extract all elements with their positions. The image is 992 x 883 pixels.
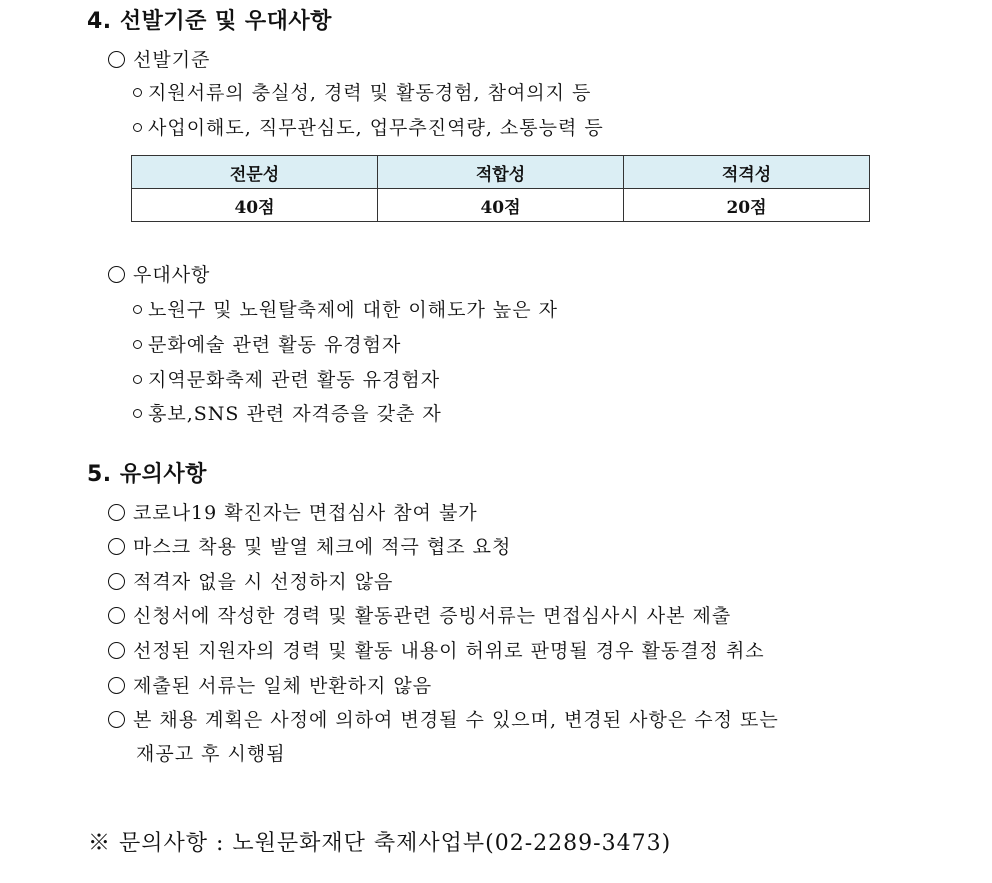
caution-item: 마스크 착용 및 발열 체크에 적극 협조 요청 <box>108 534 511 560</box>
caution-item-continuation: 재공고 후 시행됨 <box>136 743 286 765</box>
small-circle-bullet-icon <box>133 305 142 314</box>
circle-bullet-icon <box>108 677 125 694</box>
circle-bullet-icon <box>108 51 125 68</box>
caution-item: 제출된 서류는 일체 반환하지 않음 <box>108 673 432 699</box>
score-value-expertise: 40점 <box>132 189 378 222</box>
score-value-eligibility: 20점 <box>624 189 870 222</box>
section-4-heading: 4. 선발기준 및 우대사항 <box>87 9 332 34</box>
preference-title-text: 우대사항 <box>133 264 211 286</box>
score-table-value-row <box>132 189 870 222</box>
preference-item: 홍보,SNS 관련 자격증을 갖춘 자 <box>133 401 442 427</box>
criteria-item: 지원서류의 충실성, 경력 및 활동경험, 참여의지 등 <box>133 80 591 106</box>
score-value-suitability: 40점 <box>378 189 624 222</box>
small-circle-bullet-icon <box>133 409 142 418</box>
caution-item: 본 채용 계획은 사정에 의하여 변경될 수 있으며, 변경된 사항은 수정 또는 <box>108 707 779 733</box>
score-header-eligibility: 적격성 <box>624 156 870 189</box>
circle-bullet-icon <box>108 504 125 521</box>
criteria-item: 사업이해도, 직무관심도, 업무추진역량, 소통능력 등 <box>133 115 604 141</box>
criteria-title <box>108 47 210 73</box>
score-table <box>131 155 870 222</box>
small-circle-bullet-icon <box>133 123 142 132</box>
preference-item: 지역문화축제 관련 활동 유경험자 <box>133 367 440 393</box>
circle-bullet-icon <box>108 538 125 555</box>
small-circle-bullet-icon <box>133 375 142 384</box>
preference-item: 노원구 및 노원탈축제에 대한 이해도가 높은 자 <box>133 297 558 323</box>
small-circle-bullet-icon <box>133 340 142 349</box>
contact-notice: ※ 문의사항 : 노원문화재단 축제사업부(02-2289-3473) <box>88 831 672 856</box>
preference-item: 문화예술 관련 활동 유경험자 <box>133 332 401 358</box>
score-header-suitability: 적합성 <box>378 156 624 189</box>
circle-bullet-icon <box>108 711 125 728</box>
caution-item: 코로나19 확진자는 면접심사 참여 불가 <box>108 500 478 526</box>
circle-bullet-icon <box>108 573 125 590</box>
caution-item: 신청서에 작성한 경력 및 활동관련 증빙서류는 면접심사시 사본 제출 <box>108 603 731 629</box>
caution-item: 선정된 지원자의 경력 및 활동 내용이 허위로 판명될 경우 활동결정 취소 <box>108 638 765 664</box>
circle-bullet-icon <box>108 642 125 659</box>
circle-bullet-icon <box>108 607 125 624</box>
small-circle-bullet-icon <box>133 88 142 97</box>
criteria-title-text: 선발기준 <box>133 49 211 71</box>
section-5-heading: 5. 유의사항 <box>87 462 207 487</box>
preference-title <box>108 262 210 288</box>
circle-bullet-icon <box>108 266 125 283</box>
caution-item: 적격자 없을 시 선정하지 않음 <box>108 569 393 595</box>
score-table-header-row <box>132 156 870 189</box>
score-header-expertise: 전문성 <box>132 156 378 189</box>
